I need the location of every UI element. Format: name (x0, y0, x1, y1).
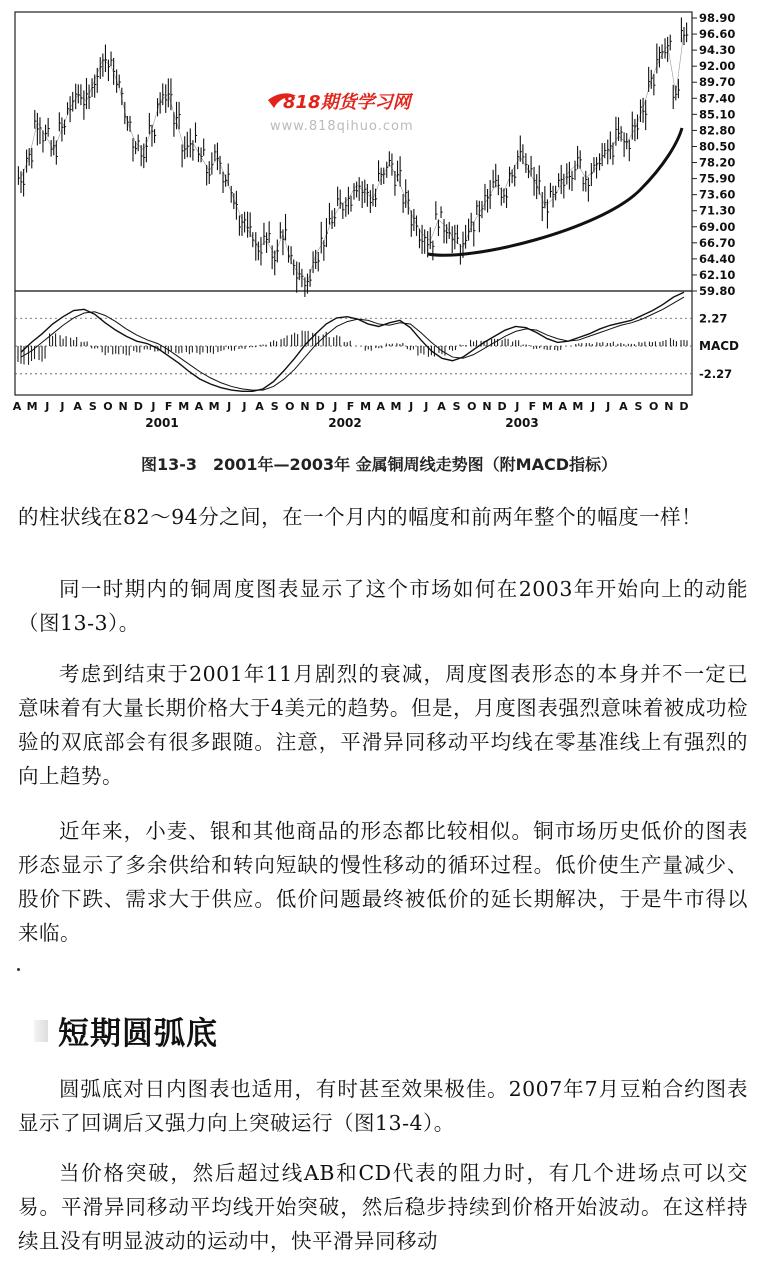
x-tick-label: D (133, 400, 143, 413)
price-tick-label: 66.70 (699, 235, 736, 250)
x-tick-label: S (634, 400, 643, 413)
paragraph-4: 近年来，小麦、银和其他商品的形态都比较相似。铜市场历史低价的图表形态显示了多余供给和转向短缺的慢性移动的循环过程。低价使生产量减少、股价下跌、需求大于供应。低价问题最终被低价的延长期解决，于是牛市得以来临。 (18, 819, 748, 945)
x-tick-label: J (242, 400, 247, 413)
price-tick-label: 75.90 (699, 171, 736, 186)
watermark-url: www.818qihuo.com (270, 119, 414, 134)
price-tick-label: 80.50 (699, 139, 736, 154)
x-tick-label: J (409, 400, 414, 413)
price-tick-label: 69.00 (699, 219, 736, 234)
year-label: 2001 (145, 416, 179, 430)
x-tick-label: N (300, 400, 310, 413)
year-label: 2002 (328, 416, 362, 430)
price-tick-label: 62.10 (699, 267, 736, 282)
x-tick-label: S (270, 400, 279, 413)
x-tick-label: S (88, 400, 97, 413)
macd-label: MACD (699, 339, 739, 354)
x-tick-label: A (73, 400, 82, 413)
x-tick-label: J (515, 400, 520, 413)
x-tick-label: J (60, 400, 65, 413)
macd-line (21, 292, 684, 391)
x-tick-label: D (315, 400, 325, 413)
x-tick-label: D (497, 400, 507, 413)
x-tick-label: S (452, 400, 461, 413)
x-tick-label: O (103, 400, 113, 413)
figure-caption: 图13-3 2001年—2003年 金属铜周线走势图（附MACD指标） (140, 455, 617, 474)
x-tick-label: J (606, 400, 611, 413)
price-tick-label: 94.30 (699, 43, 736, 58)
macd-line (21, 297, 684, 390)
x-tick-label: O (649, 400, 659, 413)
x-tick-label: O (285, 400, 295, 413)
price-series-line (21, 31, 684, 282)
price-tick-label: 82.80 (699, 123, 736, 138)
x-tick-label: A (194, 400, 204, 413)
x-tick-label: J (227, 400, 232, 413)
chart-figure (0, 0, 758, 440)
paragraph-3: 考虑到结束于2001年11月剧烈的衰减，周度图表形态的本身并不一定已意味着有大量长期价格大于4美元的趋势。但是，月度图表强烈意味着被成功检验的双底部会有很多跟随。注意，平滑异同移动平均线在零基准线上有强烈的向上趋势。 (18, 662, 748, 788)
year-label: 2003 (505, 416, 539, 430)
x-tick-label: J (590, 400, 596, 413)
x-tick-label: J (424, 400, 429, 413)
x-tick-label: F (164, 400, 173, 413)
x-tick-label: D (679, 400, 689, 413)
paragraph-2: 同一时期内的铜周度图表显示了这个市场如何在2003年开始向上的动能（图13-3）。 (18, 577, 748, 635)
x-tick-label: A (558, 400, 567, 413)
x-tick-label: J (333, 400, 338, 413)
price-tick-label: 71.30 (699, 203, 736, 218)
x-tick-label: A (376, 400, 386, 413)
price-tick-label: 64.40 (699, 251, 736, 266)
x-tick-label: M (360, 400, 372, 413)
x-tick-label: A (437, 400, 446, 413)
price-tick-label: 85.10 (699, 107, 736, 122)
x-tick-label: M (26, 400, 38, 413)
x-tick-label: N (482, 400, 492, 413)
price-tick-label: 98.90 (699, 11, 736, 25)
paragraph-6: 当价格突破，然后超过线AB和CD代表的阻力时，有几个进场点可以交易。平滑异同移动平均线开始突破，然后稳步持续到价格开始波动。在这样持续且没有明显波动的运动中，快平滑异同移动 (18, 1161, 748, 1253)
price-tick-label: 92.00 (699, 59, 736, 74)
x-tick-label: M (390, 400, 402, 413)
x-tick-label: M (572, 400, 584, 413)
paragraph-1: 的柱状线在82～94分之间，在一个月内的幅度和前两年整个的幅度一样！ (18, 505, 703, 529)
x-tick-label: M (208, 400, 220, 413)
price-panel-frame (15, 12, 692, 291)
price-tick-label: 89.70 (699, 75, 736, 90)
x-tick-label: A (255, 400, 264, 413)
price-tick-label: 59.80 (699, 284, 736, 298)
x-tick-label: N (664, 400, 674, 413)
watermark-logo (268, 92, 414, 134)
section-heading: 短期圆弧底 (58, 1016, 218, 1052)
price-tick-label: 78.20 (699, 155, 736, 170)
x-tick-label: M (178, 400, 190, 413)
x-tick-label: A (12, 400, 22, 413)
macd-panel-frame (15, 291, 692, 395)
macd-tick-label: 2.27 (699, 311, 728, 326)
stray-mark (17, 968, 20, 971)
price-tick-label: 73.60 (699, 187, 736, 202)
paragraph-5: 圆弧底对日内图表也适用，有时甚至效果极佳。2007年7月豆粕合约图表显示了回调后又强力向上突破运行（图13-4）。 (18, 1077, 748, 1135)
x-tick-label: M (542, 400, 554, 413)
x-tick-label: N (118, 400, 128, 413)
x-tick-label: J (45, 400, 50, 413)
x-tick-label: A (619, 400, 628, 413)
x-tick-label: J (151, 400, 156, 413)
copper-weekly-chart (0, 0, 758, 440)
price-tick-label: 87.40 (699, 91, 736, 106)
x-tick-label: O (467, 400, 477, 413)
x-tick-label: F (346, 400, 355, 413)
watermark-brand: 818期货学习网 (283, 92, 411, 113)
price-tick-label: 96.60 (699, 27, 736, 42)
macd-tick-label: -2.27 (699, 366, 733, 381)
heading-decoration (34, 1020, 48, 1042)
x-tick-label: F (528, 400, 537, 413)
